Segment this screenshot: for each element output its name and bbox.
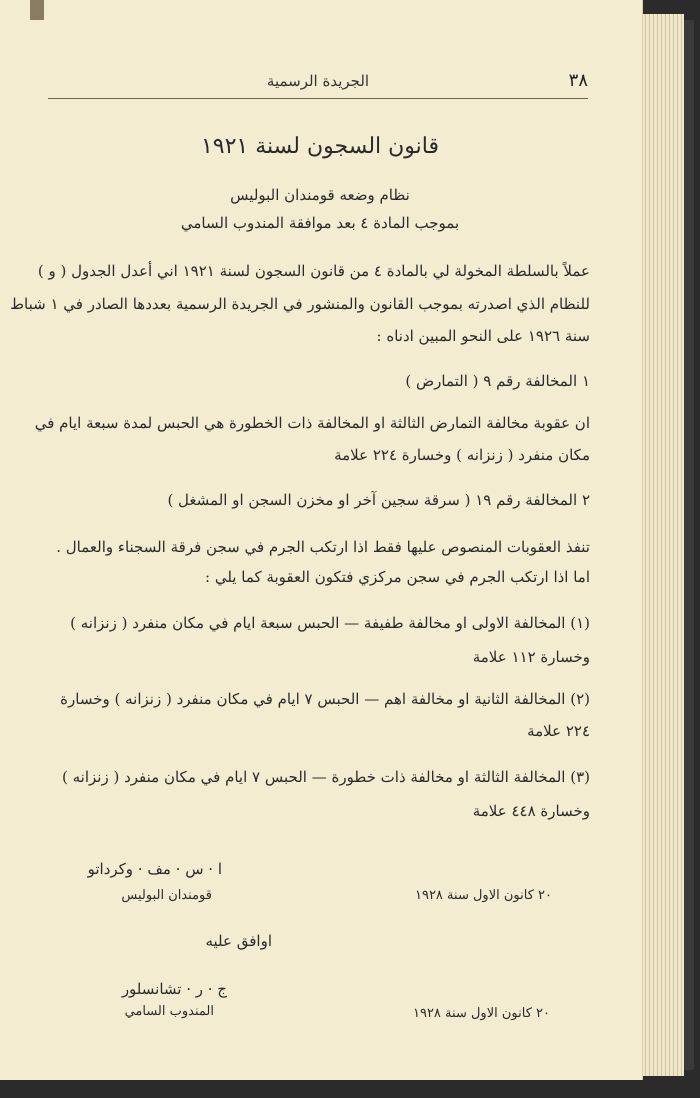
approval-text: اوافق عليه <box>205 932 272 950</box>
item-1-line-2: مكان منفرد ( زنزانه ) وخسارة ٢٢٤ علامة <box>334 446 590 464</box>
commandant-signature: ا · س · مف · وكرداتو <box>87 860 222 878</box>
corner-stain <box>30 0 44 20</box>
document-title: قانون السجون لسنة ١٩٢١ <box>200 134 440 159</box>
item-1-line-1: ان عقوبة مخالفة التمارض الثالثة او المخالفة ذات الخطورة هي الحبس لمدة سبعة ايام في <box>34 414 590 432</box>
subtitle-authority: بموجب المادة ٤ بعد موافقة المندوب السامي <box>180 214 460 232</box>
intro-line-1: عملاً بالسلطة المخولة لي بالمادة ٤ من قانون السجون لسنة ١٩٢١ اني أعدل الجدول ( و ) <box>37 262 590 280</box>
high-commissioner-signature: ج · ر · تشانسلور <box>121 980 227 998</box>
item-2-heading: ٢ المخالفة رقم ١٩ ( سرقة سجين آخر او مخزن السجن او المشغل ) <box>167 491 590 509</box>
high-commissioner-date: ٢٠ كانون الاول سنة ١٩٢٨ <box>412 1006 550 1021</box>
commandant-date: ٢٠ كانون الاول سنة ١٩٢٨ <box>414 888 552 903</box>
running-title: الجريدة الرسمية <box>266 72 370 90</box>
intro-line-2: للنظام الذي اصدرته بموجب القانون والمنشور في الجريدة الرسمية بعددها الصادر في ١ شباط <box>10 295 590 313</box>
intro-line-3: سنة ١٩٢٦ على النحو المبين ادناه : <box>376 327 590 345</box>
item-2-line-2: اما اذا ارتكب الجرم في سجن مركزي فتكون العقوبة كما يلي : <box>205 568 590 586</box>
page-edges <box>642 14 684 1076</box>
penalty-3-line-2: وخسارة ٤٤٨ علامة <box>472 802 590 820</box>
penalty-2-line-1: (٢) المخالفة الثانية او مخالفة اهم — الحبس ٧ ايام في مكان منفرد ( زنزانه ) وخسارة <box>60 690 590 708</box>
page-number: ٣٨ <box>568 70 588 91</box>
item-2-line-1: تنفذ العقوبات المنصوص عليها فقط اذا ارتكب الجرم في سجن فرقة السجناء والعمال . <box>56 538 590 556</box>
penalty-3-line-1: (٣) المخالفة الثالثة او مخالفة ذات خطورة — الحبس ٧ ايام في مكان منفرد ( زنزانه ) <box>62 768 590 786</box>
subtitle-issuer: نظام وضعه قومندان البوليس <box>230 186 410 204</box>
item-1-heading: ١ المخالفة رقم ٩ ( التمارض ) <box>405 372 590 390</box>
penalty-2-line-2: ٢٢٤ علامة <box>527 722 590 740</box>
book-binding <box>684 20 694 1070</box>
page-header <box>48 70 588 99</box>
high-commissioner-title: المندوب السامي <box>124 1004 214 1019</box>
penalty-1-line-1: (١) المخالفة الاولى او مخالفة طفيفة — الحبس سبعة ايام في مكان منفرد ( زنزانه ) <box>70 614 590 632</box>
commandant-title: قومندان البوليس <box>121 888 212 903</box>
penalty-1-line-2: وخسارة ١١٢ علامة <box>472 648 590 666</box>
